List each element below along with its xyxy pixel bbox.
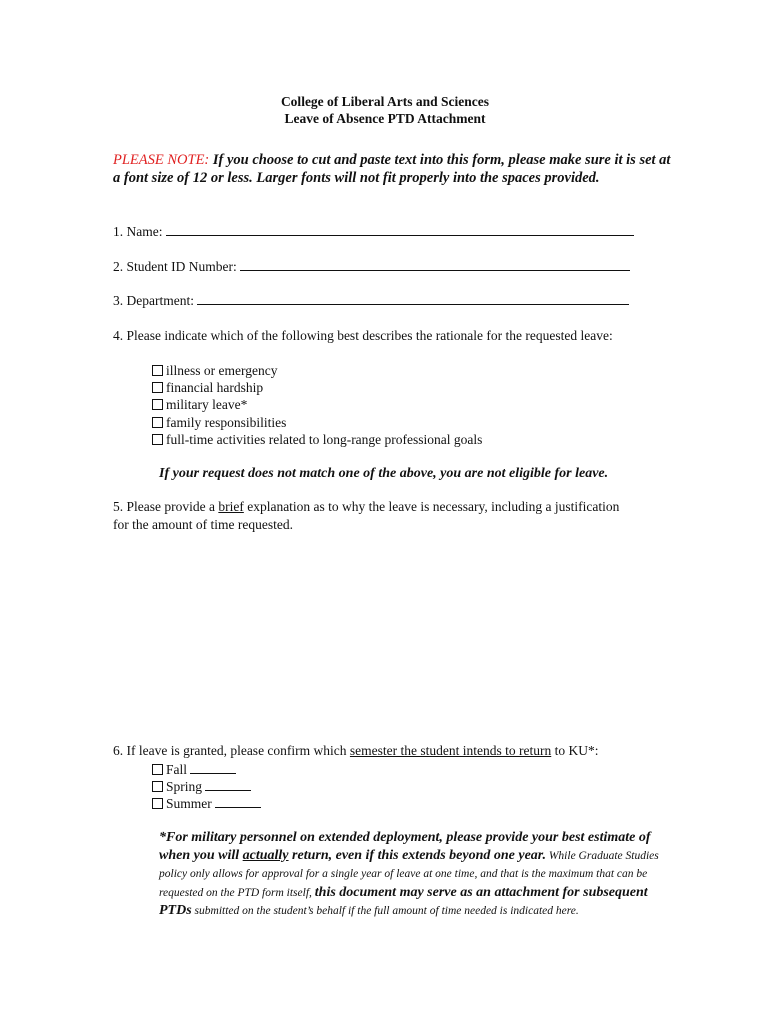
please-note — [113, 152, 673, 187]
department-label: 3. Department: — [113, 293, 194, 308]
please-note-text: If you choose to cut and paste text into this form, please make sure it is set at a font size of 12 or less. Larger fonts will not fit properly into the spaces provided. — [113, 152, 671, 186]
summer-input-line[interactable] — [215, 795, 261, 808]
checkbox[interactable] — [152, 382, 163, 393]
option-family[interactable] — [152, 415, 286, 431]
fall-input-line[interactable] — [190, 761, 236, 774]
please-note-label: PLEASE NOTE: — [113, 152, 210, 168]
q5-emphasis: brief — [218, 499, 244, 514]
checkbox[interactable] — [152, 434, 163, 445]
q5-prompt — [113, 498, 633, 533]
q6-text-end: to KU*: — [551, 743, 599, 758]
option-fulltime[interactable] — [152, 432, 482, 448]
checkbox[interactable] — [152, 365, 163, 376]
q6-text: 6. If leave is granted, please confirm which — [113, 743, 350, 758]
semester-fall[interactable] — [152, 761, 236, 778]
college-title: College of Liberal Arts and Sciences — [280, 94, 490, 109]
checkbox[interactable] — [152, 798, 163, 809]
checkbox[interactable] — [152, 399, 163, 410]
footnote-bold-2: this document may serve as an attachment for subsequent PTDs — [159, 884, 648, 918]
option-label: family responsibilities — [166, 415, 287, 430]
option-label: financial hardship — [166, 380, 264, 395]
q5-text-end: explanation as to why the leave is necessary, including a justification for the amount of time requested. — [113, 499, 620, 532]
department-row — [113, 292, 629, 309]
option-label: illness or emergency — [166, 363, 278, 378]
footnote-small-2: submitted on the student’s behalf if the full amount of time needed is indicated here. — [191, 905, 579, 917]
footnote-bold-1-end: return, even if this extends beyond one year. — [288, 847, 546, 863]
option-label: military leave* — [166, 397, 248, 412]
name-input-line[interactable] — [166, 223, 634, 236]
semester-label: Summer — [166, 796, 212, 811]
checkbox[interactable] — [152, 764, 163, 775]
military-footnote — [159, 829, 659, 921]
footnote-bold-1: *For military personnel on extended deployment, please provide your best estimate of when you will — [159, 830, 651, 863]
option-label: full-time activities related to long-range professional goals — [166, 432, 483, 447]
q6-emphasis: semester the student intends to return — [349, 743, 552, 758]
footnote-underlined: actually — [242, 847, 289, 863]
semester-spring[interactable] — [152, 778, 251, 795]
name-row — [113, 223, 634, 240]
semester-summer[interactable] — [152, 795, 261, 812]
checkbox[interactable] — [152, 417, 163, 428]
semester-label: Spring — [166, 779, 203, 794]
student-id-input-line[interactable] — [240, 258, 630, 271]
q4-prompt: 4. Please indicate which of the following best describes the rationale for the requested leave: — [113, 328, 613, 343]
option-military[interactable] — [152, 397, 247, 413]
department-input-line[interactable] — [197, 292, 629, 305]
form-title: Leave of Absence PTD Attachment — [284, 111, 486, 126]
semester-label: Fall — [166, 762, 188, 777]
name-label: 1. Name: — [113, 224, 163, 239]
checkbox[interactable] — [152, 781, 163, 792]
footnote-small-1: While Graduate Studies policy only allows for approval for a single year of leave at one time, and that is the maximum that can be requested on the PTD form itself, — [159, 849, 659, 899]
student-id-row — [113, 258, 630, 275]
student-id-label: 2. Student ID Number: — [113, 259, 237, 274]
q6-prompt — [113, 743, 599, 759]
eligibility-warning: If your request does not match one of the above, you are not eligible for leave. — [159, 466, 609, 481]
option-financial[interactable] — [152, 380, 263, 396]
spring-input-line[interactable] — [205, 778, 251, 791]
q5-text: 5. Please provide a — [113, 499, 219, 514]
option-illness[interactable] — [152, 363, 277, 379]
